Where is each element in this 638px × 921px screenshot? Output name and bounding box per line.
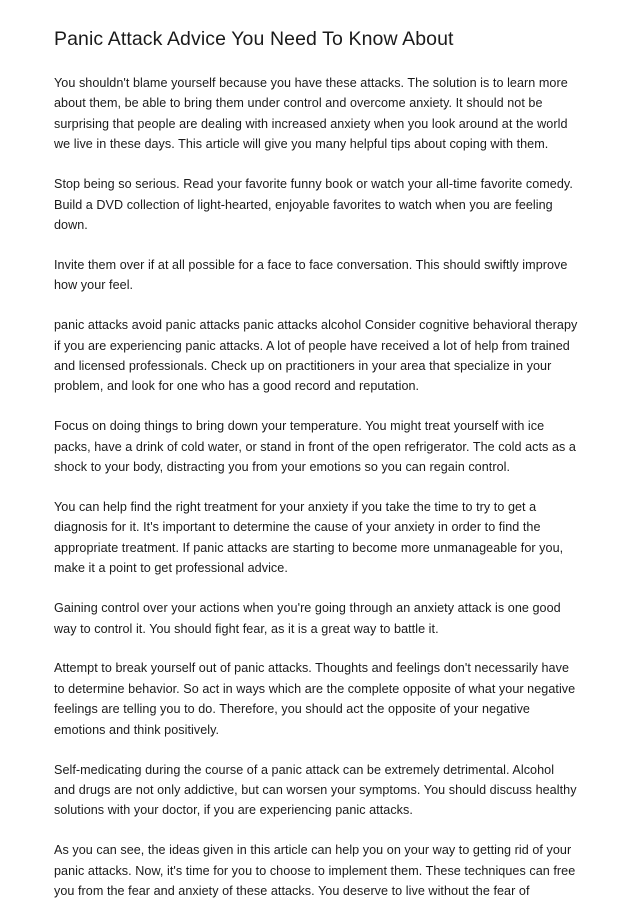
paragraph xyxy=(54,497,594,579)
paragraph xyxy=(54,73,594,155)
text-line: You can help find the right treatment for your anxiety if you take the time to try to get a xyxy=(54,500,537,514)
text-line: panic attacks. Now, it's time for you to choose to implement them. These techniques can free xyxy=(54,863,576,878)
paragraph xyxy=(54,840,594,901)
text-line: way to control it. You should fight fear, as it is a great way to battle it. xyxy=(54,621,439,636)
paragraph xyxy=(54,760,594,821)
text-line: and drugs are not only addictive, but can worsen your symptoms. You should discuss healthy xyxy=(54,782,577,797)
text-line: As you can see, the ideas given in this article can help you on your way to getting rid of your xyxy=(54,843,572,858)
text-line: panic attacks avoid panic attacks panic attacks alcohol Consider cognitive behavioral therapy xyxy=(54,318,578,333)
text-line: problem, and look for one who has a good record and reputation. xyxy=(54,379,420,394)
document-page xyxy=(54,28,594,921)
text-line: you from the fear and anxiety of these attacks. You deserve to live without the fear of xyxy=(54,884,530,899)
document-body xyxy=(54,73,594,902)
text-line: diagnosis for it. It's important to determine the cause of your anxiety in order to find the xyxy=(54,520,541,535)
paragraph xyxy=(54,598,594,639)
paragraph xyxy=(54,174,594,235)
text-line: emotions and think positively. xyxy=(54,722,220,737)
text-line: appropriate treatment. If panic attacks are starting to become more unmanageable for you, xyxy=(54,540,564,555)
text-line: and licensed professionals. Check up on practitioners in your area that specialize in your xyxy=(54,358,552,373)
text-line: Self-medicating during the course of a panic attack can be extremely detrimental. Alcohol xyxy=(54,762,555,777)
text-line: shock to your body, distracting you from your emotions so you can regain control. xyxy=(54,460,511,475)
paragraph xyxy=(54,255,594,296)
text-line: Focus on doing things to bring down your temperature. You might treat yourself with ice xyxy=(54,419,545,434)
text-line: how your feel. xyxy=(54,278,134,293)
text-line: we live in these days. This article will give you many helpful tips about coping with them. xyxy=(54,137,549,152)
text-line: Attempt to break yourself out of panic attacks. Thoughts and feelings don't necessarily have xyxy=(54,661,570,676)
text-line: surprising that people are dealing with increased anxiety when you look around at the world xyxy=(54,116,568,131)
paragraph xyxy=(54,416,594,477)
text-line: make it a point to get professional advice. xyxy=(54,561,288,576)
text-line: packs, have a drink of cold water, or stand in front of the open refrigerator. The cold acts as a xyxy=(54,439,576,454)
text-line: to determine behavior. So act in ways which are the complete opposite of what your negative xyxy=(54,681,576,696)
text-line: Gaining control over your actions when you're going through an anxiety attack is one good xyxy=(54,601,561,616)
text-line: down. xyxy=(54,217,88,232)
text-line: You shouldn't blame yourself because you have these attacks. The solution is to learn more xyxy=(54,76,568,90)
document-title: Panic Attack Advice You Need To Know About xyxy=(54,28,454,50)
text-line: if you are experiencing panic attacks. A lot of people have received a lot of help from trained xyxy=(54,338,570,353)
text-line: Invite them over if at all possible for a face to face conversation. This should swiftly improve xyxy=(54,257,568,272)
text-line: Build a DVD collection of light-hearted, enjoyable favorites to watch when you are feeling xyxy=(54,197,553,212)
paragraph xyxy=(54,658,594,740)
text-line: feelings are telling you to do. Therefore, you should act the opposite of your negative xyxy=(54,702,530,717)
text-line: solutions with your doctor, if you are experiencing panic attacks. xyxy=(54,803,413,818)
paragraph xyxy=(54,315,594,397)
text-line: Stop being so serious. Read your favorite funny book or watch your all-time favorite comedy. xyxy=(54,177,573,192)
text-line: about them, be able to bring them under control and overcome anxiety. It should not be xyxy=(54,96,543,111)
